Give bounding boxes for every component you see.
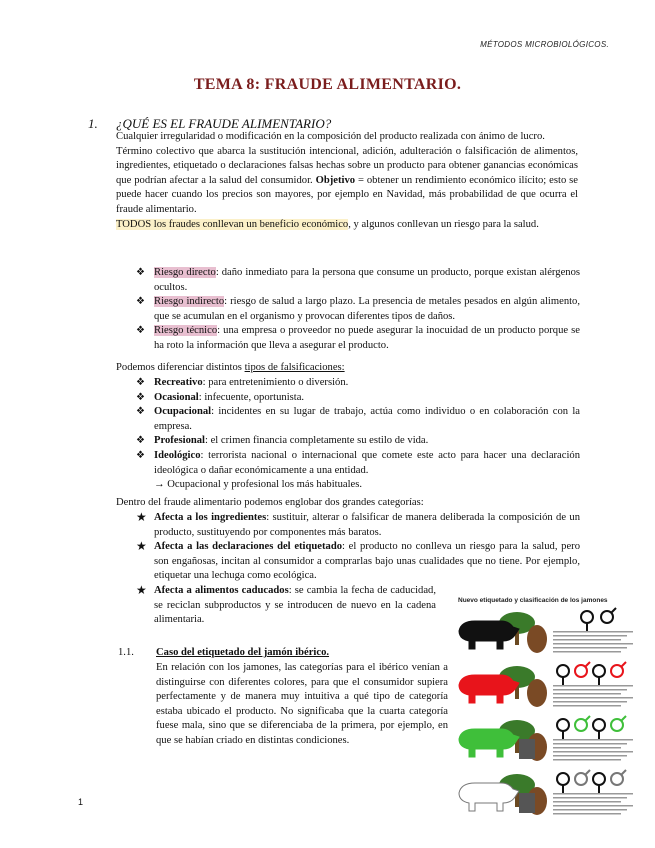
fine-print-line — [553, 743, 627, 745]
list-item — [136, 584, 436, 628]
type-text: : para entretenimiento o diversión. — [202, 377, 349, 388]
list-item — [136, 376, 580, 391]
fine-print-line — [553, 755, 627, 757]
gender-symbol-icon — [593, 665, 605, 677]
list-item — [136, 540, 580, 584]
type-text: : el crimen financia completamente su estilo de vida. — [205, 435, 429, 447]
list-item — [136, 434, 580, 449]
diamond-bullet-icon: ❖ — [136, 391, 145, 403]
list-item — [136, 449, 580, 478]
intro-p3-text: , y algunos conllevan un riesgo para la salud. — [348, 218, 539, 230]
page-number: 1 — [78, 797, 84, 807]
list-item — [136, 511, 580, 540]
category-text: : se cambia la fecha de caducidad, se reciclan subproductos y se introducen de nuevo en la cadena alimentaria. — [154, 584, 436, 626]
gender-symbol-stroke — [585, 770, 590, 775]
fine-print-line — [553, 739, 633, 741]
list-item — [136, 266, 580, 295]
feed-sack-icon — [519, 739, 535, 759]
ham-labeling-figure — [455, 593, 640, 823]
type-term: Recreativo — [154, 377, 203, 388]
fine-print-line — [553, 751, 633, 753]
fine-print-line — [553, 705, 621, 707]
gender-symbol-icon — [557, 665, 569, 677]
gender-symbol-icon — [581, 611, 593, 623]
fine-print-line — [553, 747, 621, 749]
intro-paragraph-3 — [116, 218, 578, 233]
fine-print-line — [553, 689, 627, 691]
fine-print-line — [553, 793, 633, 795]
fine-print-line — [553, 643, 633, 645]
feed-sack-icon — [519, 793, 535, 813]
ham-icon — [527, 625, 547, 653]
risk-list — [136, 266, 580, 354]
type-text: : infecuente, oportunista. — [198, 391, 305, 403]
risk-term: Riesgo indirecto — [154, 296, 225, 308]
intro-block — [116, 130, 578, 232]
fine-print-line — [553, 801, 621, 803]
risk-text: : una empresa o proveedor no puede asegurar la inocuidad de un producto porque se ha roto la información que lleva a asegurar el producto. — [154, 325, 580, 351]
running-header: MÉTODOS MICROBIOLÓGICOS. — [480, 40, 609, 49]
diamond-bullet-icon: ❖ — [136, 267, 145, 278]
diamond-bullet-icon: ❖ — [136, 296, 145, 308]
subsection-title: Caso del etiquetado del jamón ibérico. — [156, 647, 330, 658]
fine-print-line — [553, 693, 621, 695]
star-bullet-icon: ★ — [136, 539, 147, 554]
intro-paragraph-1: Cualquier irregularidad o modificación en la composición del producto realizada con ánimo de lucro. — [116, 131, 545, 142]
categories-intro: Dentro del fraude alimentario podemos englobar dos grandes categorías: — [116, 497, 424, 508]
fine-print-line — [553, 651, 621, 653]
ham-icon — [527, 679, 547, 707]
gender-symbol-icon — [557, 773, 569, 785]
fine-print-line — [553, 797, 627, 799]
fine-print-line — [553, 805, 633, 807]
pig-icon — [459, 621, 519, 649]
list-item — [136, 324, 580, 353]
fine-print-line — [553, 635, 627, 637]
gender-symbol-icon — [593, 773, 605, 785]
fine-print-line — [553, 697, 633, 699]
subsection-1-1-heading — [118, 647, 329, 658]
figure-rows — [459, 608, 633, 815]
gender-symbol-stroke — [621, 716, 626, 721]
category-term: Afecta a alimentos caducados — [154, 584, 289, 596]
gender-symbol-stroke — [611, 608, 616, 613]
category-term: Afecta a los ingredientes — [154, 512, 267, 523]
list-item — [136, 295, 580, 324]
list-item — [136, 405, 580, 434]
gender-symbol-stroke — [621, 770, 626, 775]
gender-symbol-stroke — [585, 662, 590, 667]
type-term: Ocasional — [154, 391, 199, 403]
category-text: : el producto no conlleva un riesgo para la salud, pero son engañosas, incitan al consumidor a comprarlas bajo unas cualidades que no tiene. Por ejemplo, etiquetar una lechuga como ecológica. — [154, 541, 580, 582]
pig-icon — [459, 783, 519, 811]
type-text: : incidentes en su lugar de trabajo, actúa como individuo o en colaboración con la empresa. — [154, 406, 580, 432]
gender-symbol-stroke — [621, 662, 626, 667]
pig-icon — [459, 729, 519, 757]
highlighted-statement: TODOS los fraudes conllevan un beneficio económico — [116, 218, 349, 230]
fine-print-line — [553, 701, 627, 703]
diamond-bullet-icon: ❖ — [136, 377, 145, 388]
fine-print-line — [553, 647, 627, 649]
category-text: : sustituir, alterar o falsificar de manera deliberada la composición de un producto, sustituyendo por componentes más baratos. — [154, 512, 580, 538]
risk-text: : riesgo de salud a largo plazo. La presencia de metales pesados en algún alimento, que se acumulan en el organismo y provocan diferentes tipos de daños. — [154, 296, 581, 322]
gender-symbol-icon — [593, 719, 605, 731]
type-term: Ocupacional — [154, 406, 212, 418]
fine-print-line — [553, 631, 633, 633]
intro-p2-text: Término colectivo que abarca la sustitución intencional, adición, adulteración o falsificación de alimentos, ingredientes, etiquetado o declaraciones falsas hechas sobre un producto para obtener ganancias económicas que podrían afectar a la salud del consumidor. — [116, 145, 578, 186]
type-term: Profesional — [154, 435, 206, 447]
tipos-intro — [116, 362, 345, 373]
diamond-bullet-icon: ❖ — [136, 435, 145, 447]
figure-graphic — [455, 593, 640, 823]
fine-print-line — [553, 809, 627, 811]
subsection-number: 1.1. — [118, 647, 134, 658]
risk-text: : daño inmediato para la persona que consume un producto, porque existan alérgenos ocultos. — [154, 267, 580, 293]
star-bullet-icon: ★ — [136, 510, 147, 524]
risk-term: Riesgo directo — [154, 267, 216, 278]
tipos-note: → Ocupacional y profesional los más habituales. — [154, 479, 362, 491]
section-title: ¿QUÉ ES EL FRAUDE ALIMENTARIO? — [116, 116, 332, 131]
section-number: 1. — [88, 116, 98, 131]
tipos-intro-underlined: tipos de falsificaciones: — [244, 362, 345, 373]
list-item — [136, 391, 580, 406]
page-title: TEMA 8: FRAUDE ALIMENTARIO. — [193, 76, 462, 93]
type-term: Ideológico — [154, 449, 201, 461]
diamond-bullet-icon: ❖ — [136, 406, 145, 418]
jamon-paragraph: En relación con los jamones, las categorías para el ibérico venían a distinguirse con diferentes colores, para que el consumidor supiera perfectamente y de manera muy intuitiva a qué tipo de categoría estaba ubicado el producto. No significaba que la cuarta categoría fuese mala, sino que se diferenciaba de la primera, por ejemplo, en que se habían criado en distintas condiciones. — [156, 662, 448, 746]
fine-print-line — [553, 639, 621, 641]
figure-title: Nuevo etiquetado y clasificación de los jamones — [458, 597, 608, 604]
intro-paragraph-2 — [116, 145, 578, 218]
star-bullet-icon: ★ — [136, 582, 147, 597]
type-text: : terrorista nacional o internacional que comete este acto para hacer una declaración ideológica o dañar económicamente a una entidad. — [154, 449, 580, 476]
pig-icon — [459, 675, 519, 703]
fine-print-line — [553, 759, 621, 761]
gender-symbol-icon — [557, 719, 569, 731]
fine-print-line — [553, 685, 633, 687]
fine-print-line — [553, 813, 621, 815]
category-term: Afecta a las declaraciones del etiquetado — [154, 541, 343, 553]
diamond-bullet-icon: ❖ — [136, 325, 145, 337]
gender-symbol-stroke — [585, 716, 590, 721]
falsification-types-list — [136, 376, 580, 493]
tipos-intro-text: Podemos diferenciar distintos — [116, 362, 245, 373]
risk-term: Riesgo técnico — [154, 325, 218, 337]
intro-p2-text-2: = obtener un rendimiento económico ilícito; esto se puede hacer cuando los precios son mayores, por ejemplo en Navidad, más probabilidad de que ocurra el fraude alimentario. — [116, 174, 578, 215]
objetivo-term: Objetivo — [315, 174, 356, 186]
diamond-bullet-icon: ❖ — [136, 449, 145, 461]
